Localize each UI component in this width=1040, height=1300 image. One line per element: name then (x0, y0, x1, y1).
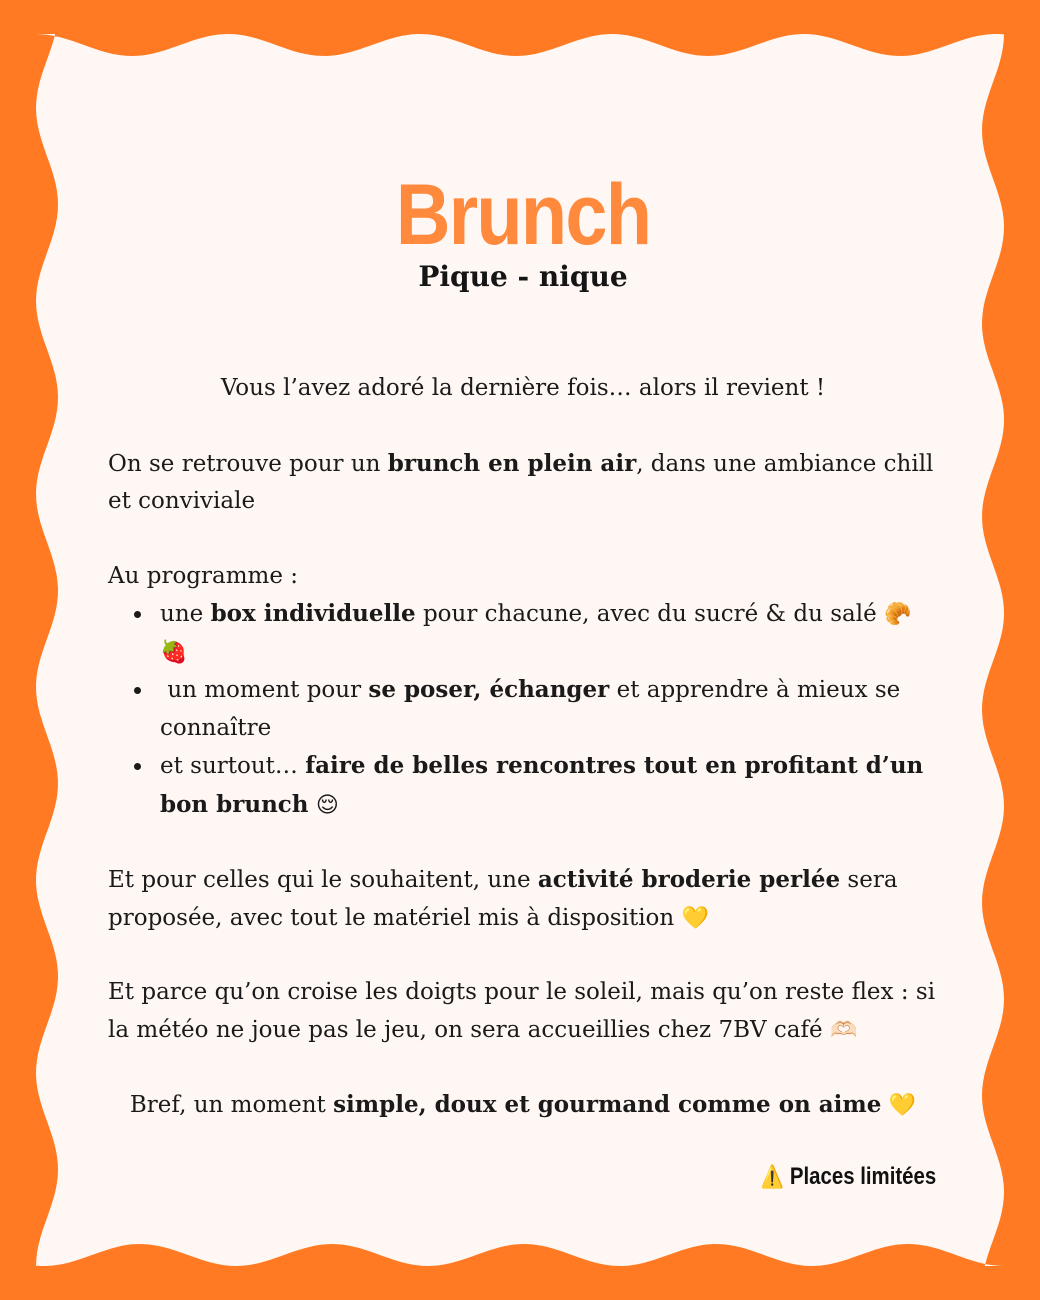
list-item: • et surtout… faire de belles rencontres tout en profitant d’un bon brunch 😌 (154, 747, 938, 824)
places-limited-badge (761, 1163, 936, 1191)
paragraph-embroidery: Et pour celles qui le souhaitent, une activité broderie perlée sera proposée, avec tout le matériel mis à disposition 💛 (108, 866, 898, 931)
list-item: • un moment pour se poser, échanger et apprendre à mieux se connaître (154, 671, 938, 747)
program-label: Au programme : (108, 562, 299, 589)
page-subtitle: Pique - nique (418, 260, 628, 293)
heart-hands-icon: 🫶🏻 (829, 1017, 858, 1043)
yellow-heart-icon: 💛 (888, 1093, 917, 1118)
flyer-content (108, 167, 938, 1125)
warning-icon: ⚠️ (760, 1164, 785, 1189)
intro-text: Vous l’avez adoré la dernière fois… alors il revient ! (220, 375, 826, 401)
places-limited-label: Places limitées (789, 1163, 936, 1190)
yellow-heart-icon: 💛 (681, 905, 709, 931)
highlight-brunch: brunch en plein air (387, 449, 637, 477)
paragraph-weather: Et parce qu’on croise les doigts pour le soleil, mais qu’on reste flex : si la météo ne joue pas le jeu, on sera accueillies chez 7BV café 🫶🏻 (108, 979, 936, 1043)
list-item: • une box individuelle pour chacune, avec du sucré & du salé 🥐🍓 (154, 595, 938, 671)
croissant-strawberry-icon: 🥐🍓 (160, 602, 912, 665)
highlight-embroidery: activité broderie perlée (537, 866, 841, 893)
relieved-face-icon: 😌 (315, 792, 339, 818)
paragraph-brunch: On se retrouve pour un brunch en plein air, dans une ambiance chill et conviviale (108, 449, 934, 514)
program-list (108, 595, 938, 824)
paragraph-summary: Bref, un moment simple, doux et gourmand comme on aime 💛 (129, 1091, 917, 1118)
page-title: Brunch (395, 167, 651, 263)
highlight-summary: simple, doux et gourmand comme on aime (333, 1091, 882, 1118)
